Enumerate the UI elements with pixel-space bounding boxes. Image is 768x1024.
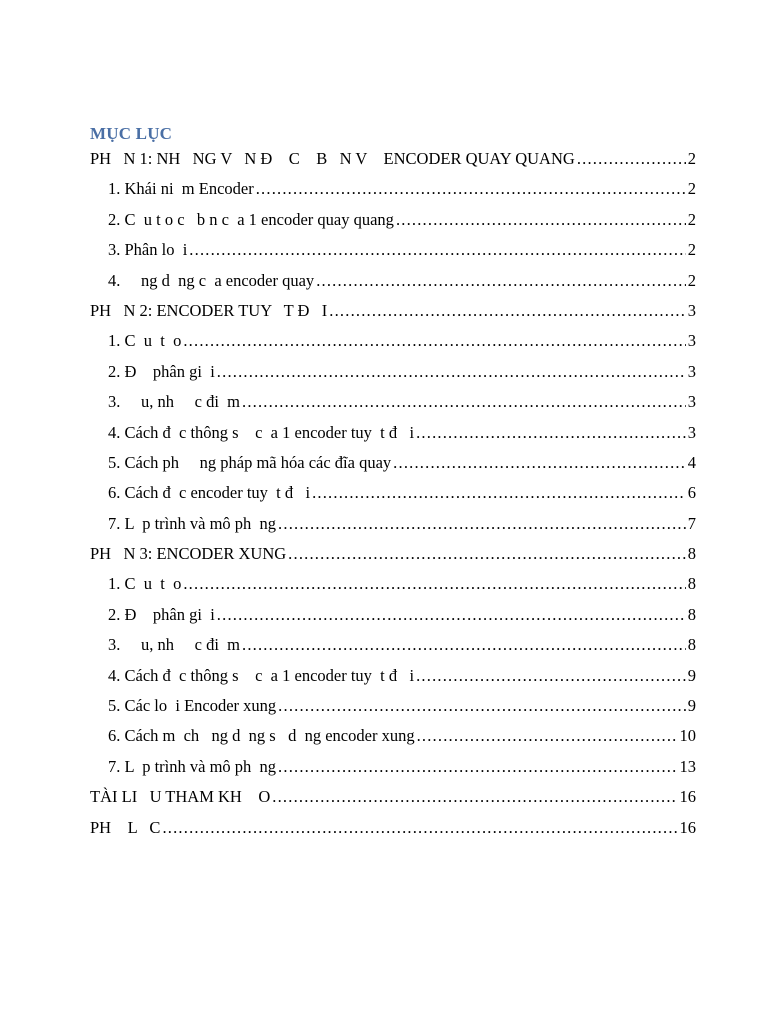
toc-page-number: 2: [687, 209, 696, 229]
toc-entry-label: 2. C u t o c b n c a 1 encoder quay quang: [108, 209, 394, 229]
toc-entry-label: 6. Cách đ c encoder tuy t đ i: [108, 483, 311, 503]
toc-entry-label: 1. Khái ni m Encoder: [108, 179, 254, 199]
toc-page-number: 6: [687, 483, 696, 503]
toc-dot-leader: [189, 239, 685, 261]
toc-dot-leader: [242, 634, 686, 656]
toc-subsection-entry[interactable]: [90, 725, 696, 755]
table-of-contents: [90, 148, 696, 847]
toc-dot-leader: [396, 209, 686, 231]
toc-subsection-entry[interactable]: [90, 482, 696, 512]
toc-dot-leader: [278, 695, 686, 717]
toc-subsection-entry[interactable]: [90, 391, 696, 421]
toc-entry-label: 1. C u t o: [108, 331, 182, 351]
toc-entry-label: 3. u, nh c đi m: [108, 635, 240, 655]
toc-page-number: 8: [687, 544, 696, 564]
toc-entry-label: 2. Đ phân gi i: [108, 604, 215, 624]
toc-dot-leader: [162, 817, 677, 839]
toc-dot-leader: [256, 178, 686, 200]
toc-entry-label: 4. Cách đ c thông s c a 1 encoder tuy t đ i: [108, 422, 415, 442]
toc-page-number: 16: [679, 817, 696, 837]
toc-dot-leader: [217, 361, 686, 383]
toc-subsection-entry[interactable]: [90, 452, 696, 482]
toc-subsection-entry[interactable]: [90, 422, 696, 452]
toc-dot-leader: [278, 513, 686, 535]
toc-subsection-entry[interactable]: [90, 634, 696, 664]
toc-entry-label: PH L C: [90, 817, 161, 837]
toc-entry-label: 5. Các lo i Encoder xung: [108, 696, 277, 716]
toc-entry-label: 5. Cách ph ng pháp mã hóa các đĩa quay: [108, 452, 392, 472]
toc-subsection-entry[interactable]: [90, 573, 696, 603]
toc-dot-leader: [272, 786, 677, 808]
toc-page-number: 7: [687, 513, 696, 533]
toc-page-number: 8: [687, 635, 696, 655]
toc-entry-label: 7. L p trình và mô ph ng: [108, 756, 277, 776]
toc-page-number: 3: [687, 422, 696, 442]
toc-page-number: 3: [687, 300, 696, 320]
toc-entry-label: TÀI LI U THAM KH O: [90, 787, 271, 807]
toc-section-entry[interactable]: [90, 148, 696, 178]
toc-title: MỤC LỤC: [90, 124, 173, 143]
toc-page-number: 9: [687, 665, 696, 685]
toc-page-number: 13: [679, 756, 696, 776]
toc-subsection-entry[interactable]: [90, 513, 696, 543]
toc-dot-leader: [217, 604, 686, 626]
toc-page-number: 2: [687, 149, 696, 168]
toc-dot-leader: [577, 148, 686, 170]
toc-dot-leader: [242, 391, 686, 413]
toc-dot-leader: [329, 300, 685, 322]
toc-subsection-entry[interactable]: [90, 756, 696, 786]
toc-entry-label: 3. u, nh c đi m: [108, 392, 240, 412]
toc-section-entry[interactable]: [90, 786, 696, 816]
toc-entry-label: 1. C u t o: [108, 574, 182, 594]
toc-entry-label: 7. L p trình và mô ph ng: [108, 513, 277, 533]
toc-page-number: 9: [687, 696, 696, 716]
toc-page-number: 8: [687, 604, 696, 624]
toc-dot-leader: [312, 482, 686, 504]
toc-dot-leader: [417, 725, 678, 747]
toc-page-number: 8: [687, 574, 696, 594]
toc-subsection-entry[interactable]: [90, 665, 696, 695]
toc-subsection-entry[interactable]: [90, 604, 696, 634]
toc-dot-leader: [393, 452, 686, 474]
toc-dot-leader: [183, 573, 685, 595]
toc-entry-label: PH N 2: ENCODER TUY T Đ I: [90, 300, 328, 320]
toc-page-number: 2: [687, 240, 696, 260]
toc-entry-label: 6. Cách m ch ng d ng s d ng encoder xung: [108, 726, 415, 746]
toc-entry-label: 4. ng d ng c a encoder quay: [108, 270, 315, 290]
toc-dot-leader: [183, 330, 685, 352]
toc-page-number: 3: [687, 331, 696, 351]
toc-subsection-entry[interactable]: [90, 178, 696, 208]
toc-subsection-entry[interactable]: [90, 330, 696, 360]
toc-subsection-entry[interactable]: [90, 270, 696, 300]
toc-page-number: 3: [687, 392, 696, 412]
toc-page-number: 3: [687, 361, 696, 381]
toc-subsection-entry[interactable]: [90, 361, 696, 391]
toc-dot-leader: [416, 665, 686, 687]
toc-dot-leader: [416, 422, 686, 444]
toc-page-number: 2: [687, 270, 696, 290]
toc-page-number: 2: [687, 179, 696, 199]
toc-dot-leader: [278, 756, 677, 778]
toc-section-entry[interactable]: [90, 300, 696, 330]
toc-entry-label: 2. Đ phân gi i: [108, 361, 215, 381]
toc-entry-label: PH N 1: NH NG V N Đ C B N V ENCODER QUAY QUANG: [90, 149, 575, 168]
toc-section-entry[interactable]: [90, 543, 696, 573]
toc-dot-leader: [288, 543, 686, 565]
toc-page-number: 16: [679, 787, 696, 807]
toc-dot-leader: [316, 270, 686, 292]
toc-subsection-entry[interactable]: [90, 695, 696, 725]
toc-subsection-entry[interactable]: [90, 239, 696, 269]
toc-entry-label: PH N 3: ENCODER XUNG: [90, 544, 287, 564]
toc-subsection-entry[interactable]: [90, 209, 696, 239]
toc-entry-label: 4. Cách đ c thông s c a 1 encoder tuy t đ i: [108, 665, 415, 685]
toc-page-number: 4: [687, 452, 696, 472]
toc-entry-label: 3. Phân lo i: [108, 240, 188, 260]
toc-section-entry[interactable]: [90, 817, 696, 847]
toc-page-number: 10: [679, 726, 696, 746]
